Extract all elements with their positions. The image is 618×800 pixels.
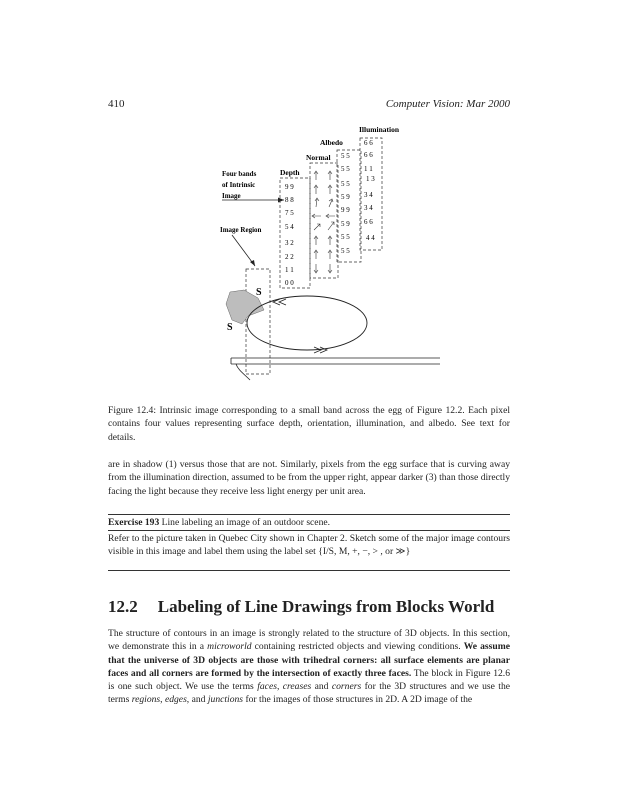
depth-values [285, 183, 294, 287]
albedo-value: 5 5 [341, 165, 350, 173]
exercise-rule-mid [108, 530, 510, 531]
albedo-value: 5 9 [341, 193, 350, 201]
normal-arrow-icon [326, 214, 335, 218]
albedo-value: 5 5 [341, 247, 350, 255]
normal-arrows [312, 171, 335, 273]
normal-arrow-icon [314, 236, 318, 245]
figure-caption: Figure 12.4: Intrinsic image corresponding to a small band across the egg of Figure 12.2. Each pixel contains four values representing surface depth, orientation, illumination, and albedo. See text for details. [108, 405, 510, 443]
assumption-statement: We assume that the universe of 3D objects are those with trihedral corners: all surface elements are planar faces and all corners are formed by the intersection of exactly three faces. [108, 641, 510, 679]
illumination-label: Illumination [359, 125, 400, 134]
page-number: 410 [108, 98, 125, 110]
normal-arrow-icon [329, 199, 333, 207]
normal-arrow-icon [314, 250, 318, 259]
depth-value: 8 8 [285, 196, 294, 204]
term-faces: faces [257, 681, 277, 693]
running-head: Computer Vision: Mar 2000 [385, 98, 510, 110]
depth-value: 7 5 [285, 209, 294, 217]
four-bands-label-3: Image [222, 192, 241, 200]
normal-arrow-icon [315, 198, 319, 207]
section-number: 12.2 [108, 597, 138, 616]
text-run: The block in Figure 12.6 is one such object. We use the terms [108, 667, 510, 693]
normal-arrow-icon [314, 185, 318, 194]
egg-outline [247, 296, 367, 350]
albedo-label: Albedo [320, 138, 343, 147]
egg-contour-arrow-top [279, 299, 286, 305]
exercise-body: Refer to the picture taken in Quebec City shown in Chapter 2. Sketch some of the major image contours visible in this image and label them using the label set {I/S, M, +, −, > , or ≫} [108, 533, 510, 558]
normal-band [310, 163, 338, 278]
illumination-value: 6 6 [364, 139, 373, 147]
albedo-value: 9 9 [341, 206, 350, 214]
depth-value: 0 0 [285, 279, 294, 287]
normal-arrow-icon [328, 250, 332, 259]
illumination-value: 3 4 [364, 204, 373, 212]
image-region-label: Image Region [220, 226, 262, 234]
normal-arrow-icon [314, 224, 320, 230]
depth-value: 2 2 [285, 253, 294, 261]
support-surface [231, 358, 440, 380]
shadow-label-lower: S [227, 322, 233, 333]
exercise-label: Exercise 193 [108, 517, 160, 528]
depth-value: 5 4 [285, 223, 294, 231]
section-paragraph [108, 627, 510, 707]
shadow-label-upper: S [256, 287, 262, 298]
text-run: , [160, 694, 165, 706]
depth-value: 1 1 [285, 266, 294, 274]
depth-label: Depth [280, 168, 300, 177]
term-edges: edges [164, 694, 187, 706]
illumination-value: 6 6 [364, 218, 373, 226]
normal-label: Normal [306, 153, 331, 162]
illumination-value: 6 6 [364, 151, 373, 159]
exercise-title: Line labeling an image of an outdoor scene. [161, 517, 331, 528]
albedo-value: 5 5 [341, 233, 350, 241]
illumination-value: 1 3 [366, 175, 375, 183]
term-corners: corners [331, 681, 362, 693]
exercise-heading [108, 517, 330, 528]
body-paragraph: are in shadow (1) versus those that are not. Similarly, pixels from the egg surface that is curving away from the illumination direction, assumed to be from the upper right, appear darker (3) than those directly facing the light because they receive less light energy per unit area. [108, 459, 510, 497]
section-heading [108, 597, 494, 617]
emphasis-microworld: microworld [207, 641, 252, 653]
text-run: , [276, 681, 283, 693]
illumination-values [364, 139, 375, 242]
text-run: The structure of contours in an image is strongly related to the structure of 3D objects. In this section, we demonstrate this in a [108, 628, 510, 653]
albedo-values [341, 152, 350, 255]
normal-arrow-icon [328, 222, 334, 230]
four-bands-arrowhead [278, 198, 284, 203]
normal-arrow-icon [328, 185, 332, 194]
illumination-value: 1 1 [364, 165, 373, 173]
normal-arrow-icon [314, 171, 318, 180]
depth-value: 3 2 [285, 239, 294, 247]
albedo-value: 5 9 [341, 220, 350, 228]
normal-arrow-icon [314, 264, 318, 273]
albedo-value: 5 5 [341, 180, 350, 188]
four-bands-label-2: of Intrinsic [222, 181, 256, 189]
depth-value: 9 9 [285, 183, 294, 191]
exercise-rule-bottom [108, 570, 510, 571]
normal-arrow-icon [328, 236, 332, 245]
text-run: for the 3D structures and we use the terms [108, 681, 511, 706]
normal-arrow-icon [328, 264, 332, 273]
text-run: for the images of those structures in 2D. A 2D image of the [243, 694, 473, 706]
four-bands-label-1: Four bands [222, 170, 257, 178]
albedo-value: 5 5 [341, 152, 350, 160]
normal-arrow-icon [328, 171, 332, 180]
normal-arrow-icon [312, 214, 321, 218]
text-run: containing restricted objects and viewing conditions. [251, 641, 464, 653]
illumination-value: 3 4 [364, 191, 373, 199]
illumination-value: 4 4 [366, 234, 375, 242]
text-run: , and [186, 694, 208, 706]
term-regions: regions [131, 694, 161, 706]
intrinsic-image-figure [200, 118, 460, 386]
section-title: Labeling of Line Drawings from Blocks World [157, 597, 495, 616]
exercise-rule-top [108, 514, 510, 515]
text-run: and [311, 681, 332, 693]
term-creases: creases [282, 681, 312, 693]
term-junctions: junctions [207, 694, 244, 706]
